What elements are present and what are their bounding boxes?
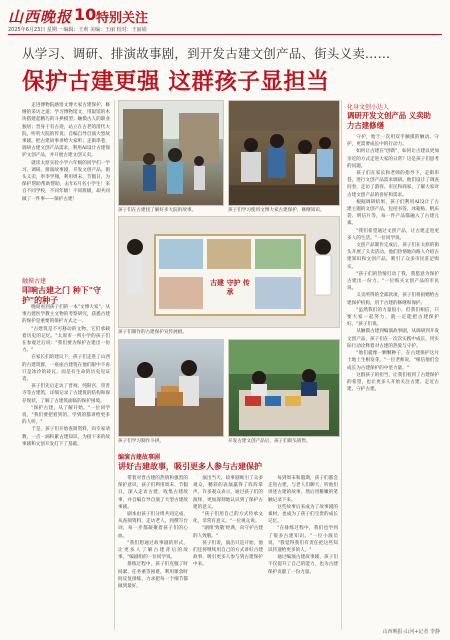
photo-caption: 开发古建文创产品后，孩子们街头销售。 (228, 439, 311, 444)
photo-display-board (118, 216, 340, 328)
photo-caption: 孩子们制作的古建保护宣传展板。 (118, 330, 187, 335)
photo-caption: 孩子们学习制作斗拱。 (118, 439, 164, 444)
mid-story-title: 讲好古建故事，吸引更多人参与古建保护 (118, 462, 262, 471)
left-story-body (22, 304, 110, 624)
photo-caption: 孩子们在古建找了解好多大院的故事。 (118, 208, 197, 213)
article-paragraph: 这群孩子的担当，让我们看到了古建保护的希望，也让更多人开始关注古建、走近古建、守护古建。 (347, 372, 439, 393)
article-paragraph: 排练过程中，孩子们克服了时间紧、任务重等困难，利用课余时间反复排练，力求把每一个细节都做到最好。 (118, 562, 188, 590)
lead-paragraph: 就读太原实验小学六年级的同学们一学习、调研、排演故事剧，开发文创产品、街头义卖，奉李学翔，利用周末、节假日，为保护帮助帮助帮助，去年6月名小学生！来自不同学校，不同年级！不同班级，却共同做了一件事——保护古建！ (22, 160, 110, 202)
left-story-title: 叩响古建之门 种下"守护"的种子 (22, 286, 101, 305)
article-paragraph: 文创产品制作完成后，孩子们在太原的街头开展了义卖活动。他们热情地向路人介绍古建知识和文创产品，吸引了众多市民驻足购买。 (347, 243, 439, 270)
lead-article (22, 102, 110, 272)
article-paragraph: 孩子们在家长和老师的指导下，走街串巷，进行文创产品需求调研。他们设计了调查问卷，走访了游客、市民和商家，了解大家对古建文创产品的喜好和需求。 (347, 171, 439, 198)
mid-story-column-1 (118, 475, 188, 623)
masthead-divider (8, 34, 442, 35)
article-paragraph: "剧组'致敬'经典，向守护古建的人致敬。" (193, 526, 263, 539)
photo-street-sale (228, 339, 340, 437)
article-paragraph: 义卖所得的全部款项，孩子们将捐赠给古建保护机构，用于古建的修缮和保护。 (347, 293, 439, 306)
main-headline: 保护古建更强 这群孩子显担当 (22, 69, 330, 95)
photo-kids-learning (228, 100, 340, 206)
article-paragraph: "他们就像一颗颗种子，在古建保护这片土地上生根发芽。"一位老师说，"相信他们会成长为古建保护的中坚力量。" (347, 351, 439, 371)
mid-story-column-3 (268, 475, 338, 623)
page-number: 10 (74, 5, 97, 24)
right-story-kicker: 化身文创小达人 (347, 104, 390, 111)
masthead (8, 6, 442, 34)
article-paragraph: 每到周末和假期，孩子们都会走进古建，与老人们聊天，听他们讲述古建的故事，然后用稚嫩的笔触记录下来。 (268, 476, 338, 503)
photo-dougong-model (118, 339, 224, 437)
article-paragraph: 这些故事后来成为了故事剧的素材，也成为了孩子们宝贵的成长记忆。 (268, 504, 338, 525)
article-paragraph: "虽然我们的力量很小，但我们相信，只要大家一起努力，就一定能把古建保护好。"孩子们说。 (347, 307, 439, 328)
section-title: 特别关注 (96, 11, 149, 26)
article-paragraph: 在家长们的建议下，孩子们走进了山西的古建筑群，一座座古建筑在他们眼中不再只是冰冷的砖瓦，而是有生命的历史见证者。 (22, 355, 110, 383)
subheadline: 从学习、调研、排演故事剧，到开发古建文创产品、街头义卖…… (22, 46, 391, 61)
column-divider (114, 100, 115, 630)
newspaper-logo: 山西晚报 (8, 8, 73, 26)
board-title: 古建 守护 传承 (210, 279, 250, 296)
right-story-body (347, 134, 439, 628)
photo-kids-in-courtyard (118, 100, 224, 206)
article-paragraph: "我们想通过故事剧的形式，让更多人了解古建背后的故事。"编剧组的一位同学说。 (118, 540, 188, 561)
article-paragraph: 剧本由孩子们分组共同完成，从查阅资料、走访老人，到撰写台词，每一步都凝聚着孩子们的心血。 (118, 512, 188, 539)
article-paragraph: 演出当天，故事剧吸引了众多观众，精彩的表演赢得了阵阵掌声。许多观众表示，通过孩子们的演绎，更加深刻地认识到了保护古建的意义。 (193, 476, 263, 510)
column-divider (341, 100, 342, 630)
article-paragraph: "在排练过程中，我们也学到了很多古建知识。"一位小演员说，"我觉得我们有责任把这些知识传递给更多的人。" (268, 526, 338, 554)
dateline: 2025年6月23日 星期一 编辑：王莉 美编：王丽 校对：王丽娟 (8, 27, 147, 33)
article-paragraph: 守护，始于一次用双手触摸的触动。守护，更需要成长中的行动力。 (347, 135, 439, 148)
mid-story-kicker: 编演古建故事剧 (118, 454, 161, 461)
article-paragraph: "古建筑是不可移动的文物，它们承载着历史的记忆。"太原市一所小学的孩子们在参观过后说："我们要为保护古建出一份力。" (22, 326, 110, 354)
article-paragraph: 根据调研结果，孩子们利用AI设计了古建主题的文创产品，包括书签、冰箱贴、帆布袋、明信片等，每一件产品都融入了古建元素。 (347, 199, 439, 227)
article-paragraph: "保护古建，从了解开始。"一位同学说，"我们要把看到的、学到的都讲给更多的人听。" (22, 405, 110, 426)
lead-paragraph: 走进博物院感悟文博大家古建保护、修缮的采访之道；学习博物馆文，用取馆的木块搭建起精巧的斗拱模型；触摸古人的职业独居；晋身干有古迹，站立在古老的清代大院，听听大院的传说；自编自导自演大型故事剧，把古建故事讲给大家听；走街串巷，调研古建文创产品需求，利用AI设计古建保护文创产品，并开展古建文创义卖。 (22, 103, 110, 159)
article-paragraph: 如何让古建在"创新"，如何让古建以更加亲近的方式走进大家的日常？这是孩子们思考的问题。 (347, 149, 439, 169)
article-paragraph: 晚间看到孩子们的一本"文博大家"，从事古建医学教主文物的考察研究，获悉古建的保护是重要的保护方式之一。 (22, 305, 110, 325)
byline-credit: 山西晚报·山河+记者 李静 (382, 629, 440, 635)
article-paragraph: 孩子们先后走访了晋祠、纯阳宫、崇善寺等古建筑，详细记录了古建筑的结构和保存现状，了解了古建筑面临的保护困境。 (22, 384, 110, 404)
article-paragraph: 带着对晋古建的热情和强烈的保护意识，孩子们利用周末、节假日，深入走访古建，收集古建故事，并自编自导自演了大型古建故事剧。 (118, 476, 188, 510)
article-paragraph: 孩子们说，演出只是开始，他们还将继续用自己的方式讲好古建故事，吸引更多人参与到古建保护中来。 (193, 540, 263, 568)
article-paragraph: 通过编演古建故事剧，孩子们不仅提升了自己的能力，也为古建保护贡献了一份力量。 (268, 555, 338, 575)
right-story-title: 调研开发文创产品 义卖助力古建修缮 (347, 111, 431, 130)
article-paragraph: "我们希望通过文创产品，让古建走进更多人的生活。"一位同学说。 (347, 228, 439, 241)
article-paragraph: "孩子们的热情打动了我，我愿意为保护古建出一份力。"一位购买文创产品的市民说。 (347, 271, 439, 292)
article-paragraph: 从触摸古建到编演故事剧，从调研到开发文创产品，孩子们在一次次实践中成长，用实际行动诠释着对古建的热爱与守护。 (347, 329, 439, 349)
mid-story-column-2 (193, 475, 263, 623)
photo-caption: 孩子们学习使用文博大家古建保护，修缮知识。 (228, 208, 325, 213)
article-paragraph: 于是，孩子们开始查阅资料，向专家请教，一点一滴积累古建知识，为接下来的故事剧和文创开发打下了基础。 (22, 427, 110, 447)
article-paragraph: "孩子们用自己的方式传承文化，非常有意义。"一位观众说。 (193, 512, 263, 525)
left-story-kicker: 触摸古建 (22, 278, 47, 285)
